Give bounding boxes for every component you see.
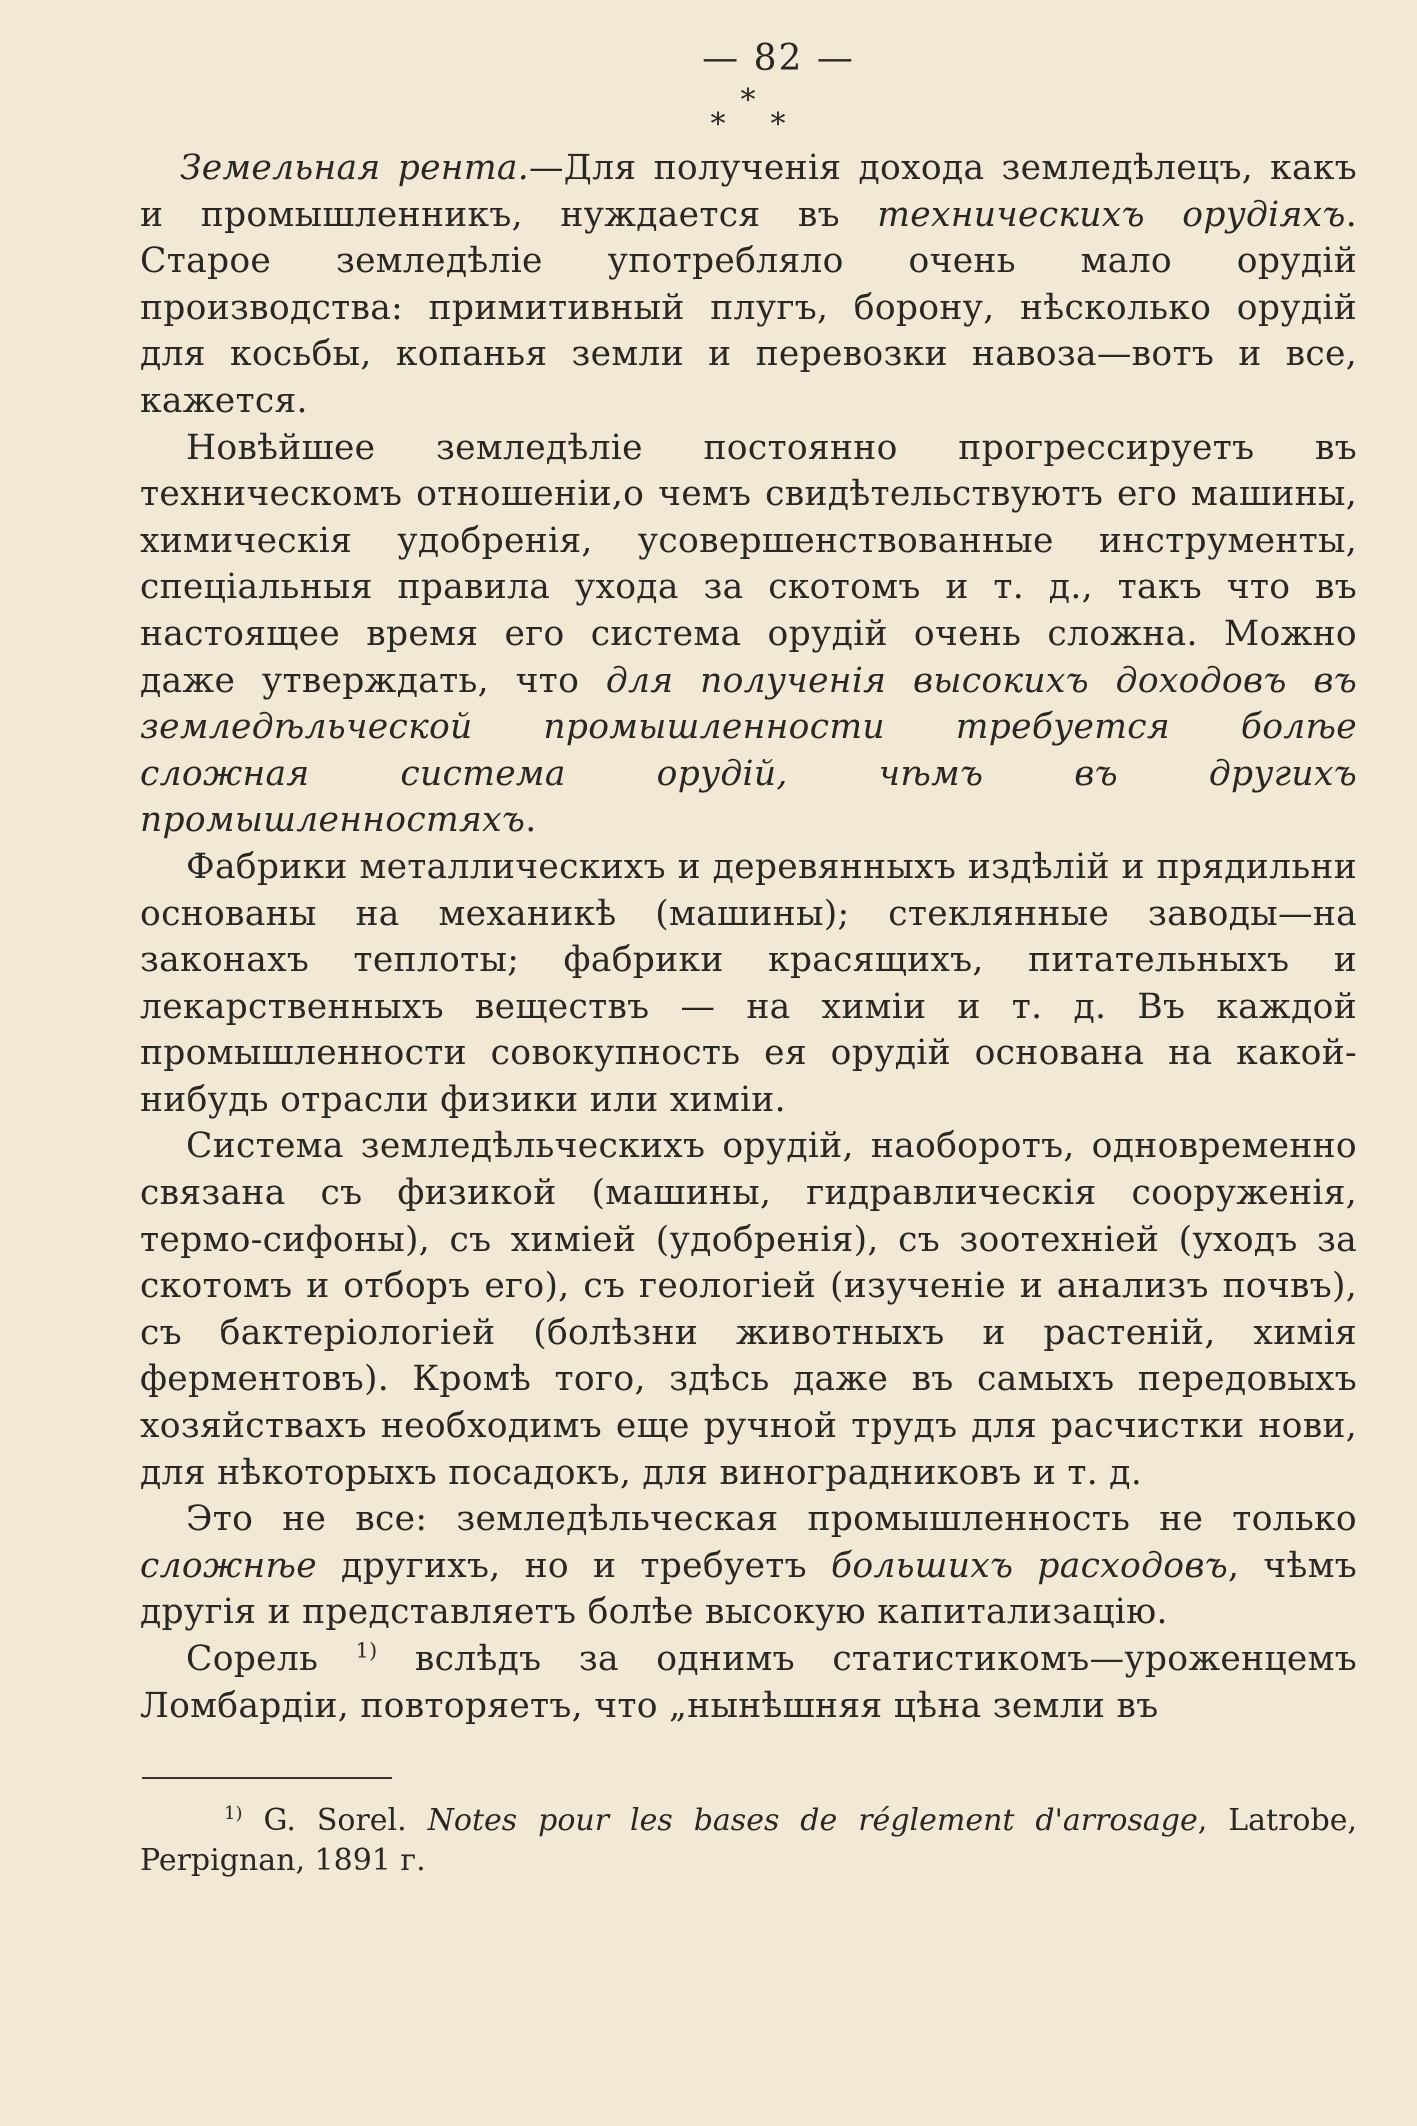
footnote-title: Notes pour les bases de réglement d'arrosage — [427, 1803, 1198, 1839]
paragraph — [140, 1636, 1357, 1729]
paragraph — [140, 425, 1357, 844]
footnote-marker: 1) — [224, 1803, 243, 1825]
paragraph-text: . — [525, 800, 537, 841]
footnote-author: G. Sorel. — [242, 1803, 428, 1839]
paragraph-text: Сорель — [186, 1639, 356, 1679]
italic-phrase: большихъ расходовъ — [831, 1545, 1229, 1586]
paragraph: Фабрики металлическихъ и деревянныхъ издѣлій и прядильни основаны на механикѣ (машины); стеклянные заводы—на законахъ теплоты; фабрики красящихъ, питательныхъ и лекарственныхъ веществъ — на химіи и т. д. Въ каждой промышленности совокупность ея орудій основана на какой-нибудь отрасли физики или химіи. — [140, 846, 1357, 1120]
italic-phrase: техническихъ орудіяхъ — [877, 194, 1346, 235]
footnote-tail: , Latrobe, Perpignan, 1891 г. — [140, 1803, 1357, 1879]
footnote-text — [140, 1801, 1357, 1881]
asterism-star: * — [770, 107, 786, 142]
paragraph-text: . Старое земледѣліе употребляло очень мало орудій производства: примитивный плугъ, борону, нѣсколько орудій для косьбы, копанья земли и перевозки навоза—вотъ и все, кажется. — [140, 194, 1357, 421]
page-number: — 82 — — [702, 38, 855, 79]
asterism-star: * — [710, 107, 726, 142]
paragraph-text: Это не все: земледѣльческая промышленность не только — [186, 1499, 1357, 1540]
paragraph — [140, 145, 1357, 425]
paragraph-text: —Для полученія дохода земледѣлецъ, какъ и промышленникъ, нуждается въ — [140, 148, 1358, 235]
footnote-marker: 1) — [355, 1638, 378, 1663]
footnote-rule — [142, 1777, 392, 1779]
paragraph-text: Новѣйшее земледѣліе постоянно прогрессируетъ въ техническомъ отношеніи,о чемъ свидѣтельствуютъ его машины, химическія удобренія, усовершенствованные инструменты, спеціальныя правила ухода за скотомъ и т. д., такъ что въ настоящее время его система орудій очень сложна. Можно даже утверждать, что — [140, 427, 1357, 701]
section-heading: Земельная рента. — [180, 148, 529, 188]
paragraph-text: другихъ, но и требуетъ — [316, 1545, 832, 1586]
asterism-divider — [689, 83, 809, 141]
paragraph-text: вслѣдъ за однимъ статистикомъ—уроженцемъ Ломбардіи, повторяетъ, что „нынѣшняя цѣна земли въ — [140, 1639, 1357, 1726]
body-text — [140, 145, 1357, 1729]
italic-phrase: сложнѣе — [140, 1545, 317, 1586]
paragraph — [140, 1496, 1357, 1636]
asterism-star: * — [740, 83, 756, 118]
paragraph: Система земледѣльческихъ орудій, наоборотъ, одновременно связана съ физикой (машины, гидравлическія сооруженія, термо-сифоны), съ химіей (удобренія), съ зоотехніей (уходъ за скотомъ и отборъ его), съ геологіей (изученіе и анализъ почвъ), съ бактеріологіей (болѣзни животныхъ и растеній, химія ферментовъ). Кромѣ того, здѣсь даже въ самыхъ передовыхъ хозяйствахъ необходимъ еще ручной трудъ для расчистки нови, для нѣкоторыхъ посадокъ, для виноградниковъ и т. д. — [140, 1126, 1357, 1493]
paragraph-text: , чѣмъ другія и представляетъ болѣе высокую капитализацію. — [140, 1545, 1357, 1633]
footnote — [140, 1801, 1357, 1881]
italic-phrase: для полученія высокихъ доходовъ въ земледѣльческой промышленности требуется болѣе сложная система орудій, чѣмъ въ другихъ промышленностяхъ — [140, 660, 1358, 841]
